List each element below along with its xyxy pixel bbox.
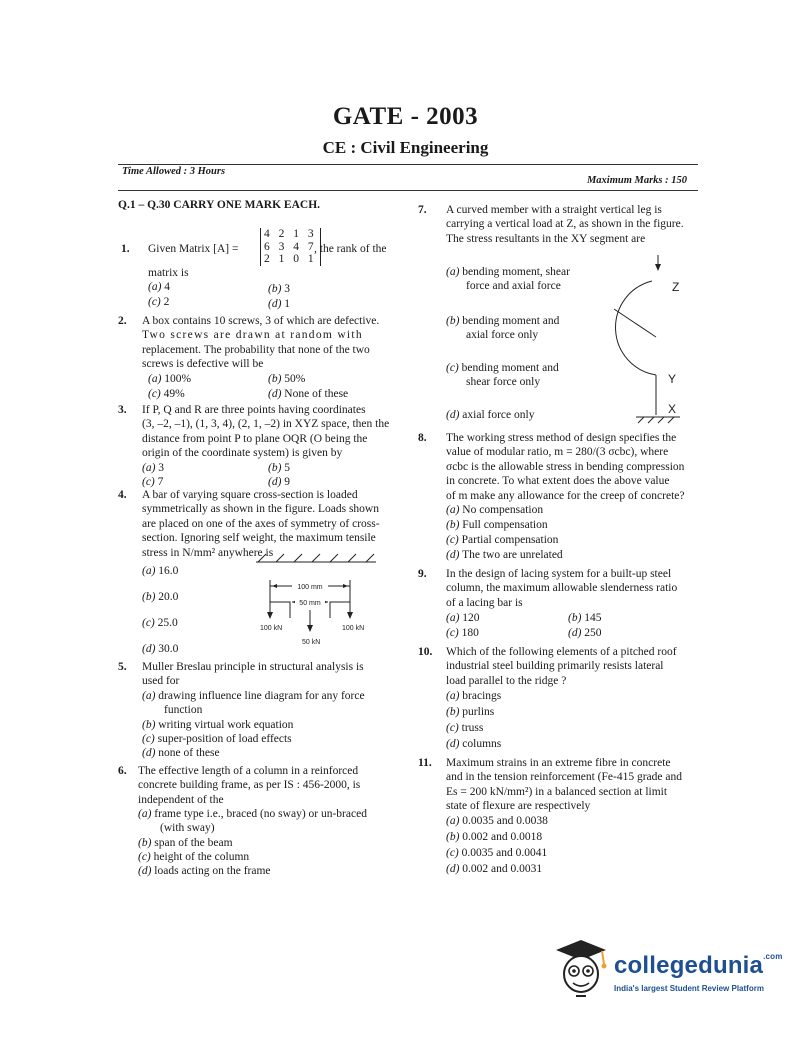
option-b[interactable]: (b) 20.0: [142, 591, 179, 603]
option-b[interactable]: (b) purlins: [446, 706, 495, 718]
q4-bar-figure: [246, 552, 404, 662]
left-column: Q.1 – Q.30 CARRY ONE MARK EACH. 1. Given Matrix [A] = 4 2 1 3 6 3 4 7 2 1 0 1 , the rank of the matrix is (a) 4 (b) 3 (c) 2 (d) 1 2. A box contains 10 screws, 3 of which are defective. Two screws are drawn at random with replacement. The probability that none of the two screws is defective will be (a) 100% (b) 50% (c) 49% (d) None of these 3. If P, Q and R are three points having coordinates (3, –2, –1), (1, 3, 4), (2, 1, –2) in XYZ space, then the distance from point P to plane OQR (O being the origin of the coordinate system) is given by (a) 3 (b) 5 (c) 7 (d) 9 4. A bar of varying square cross-section is loaded symmetrically as shown in the figure. Loads shown are placed on one of the axes of symmetry of cross- section. Ignoring self weight, the maximum tensile stress in N/mm² anywhere is (a) 16.0 (b) 20.0 (c) 25.0 (d) 30.0 100 mm 50 mm 100 kN 100 kN 50 kN 5. Muller Breslau principle in structural analysis is used for (a) drawing influence line diagram for any force function (b) writing virtual work equation (c) super-position of load effects (d) none of these 6. The effective length of a column in a reinforced concrete building frame, as per IS : 456-2000, is independent of the (a) frame type i.e., braced (no sway) or un-braced (with sway) (b) span of the beam (c) height of the column (d) loads acting on the frame: [118, 198, 408, 212]
option-d[interactable]: (d) none of these: [142, 747, 220, 759]
option-a[interactable]: (a) 120: [446, 612, 480, 624]
option-d[interactable]: (d) 250: [568, 627, 602, 639]
logo-domain: .com: [763, 952, 783, 961]
option-b[interactable]: (b) 145: [568, 612, 602, 624]
page-subtitle: CE : Civil Engineering: [322, 138, 489, 157]
option-d[interactable]: (d) The two are unrelated: [446, 549, 563, 561]
option-a[interactable]: (a) 16.0: [142, 565, 179, 577]
option-c[interactable]: (c) 0.0035 and 0.0041: [446, 847, 548, 859]
option-c[interactable]: (c) bending moment and: [446, 362, 559, 374]
maximum-marks: Maximum Marks : 150: [586, 175, 687, 186]
option-c[interactable]: (c) truss: [446, 722, 484, 734]
option-c[interactable]: (c) super-position of load effects: [142, 733, 292, 745]
matrix-row: 4 2 1 3: [264, 228, 317, 240]
option-d[interactable]: (d) 1: [268, 298, 291, 310]
collegedunia-logo[interactable]: [548, 938, 788, 1008]
option-d[interactable]: (d) columns: [446, 738, 502, 750]
dimension-label-inner: 50 mm: [299, 600, 321, 607]
matrix-row: 6 3 4 7: [264, 240, 317, 253]
option-b[interactable]: (b) 0.002 and 0.0018: [446, 831, 543, 843]
label-y: Y: [668, 372, 677, 386]
time-allowed: Time Allowed : 3 Hours: [122, 166, 226, 177]
question-number: 5.: [118, 661, 127, 673]
question-text: Maximum strains in an extreme fibre in concrete and in the tension reinforcement (Fe-415 grade and Es = 200 kN/mm²) in a balanced section at limit state of flexure are respectively: [446, 757, 682, 813]
dimension-label-outer: 100 mm: [297, 584, 323, 591]
matrix-a: [260, 228, 321, 266]
option-a[interactable]: (a) bending moment, shear: [446, 266, 570, 278]
option-b[interactable]: (b) writing virtual work equation: [142, 719, 294, 731]
option-c[interactable]: (c) 25.0: [142, 617, 178, 629]
option-a[interactable]: (a) drawing influence line diagram for any force: [142, 690, 365, 702]
option-b[interactable]: (b) 3: [268, 283, 291, 295]
option-c[interactable]: (c) 7: [142, 476, 164, 488]
question-number: 1.: [121, 243, 130, 255]
question-text: A box contains 10 screws, 3 of which are defective. Two screws are drawn at random with replacement. The probability that none of the two screws is defective will be: [142, 315, 380, 371]
question-text: The working stress method of design specifies the value of modular ratio, m = 280/(3 σcbc), where σcbc is the allowable stress in bending compression in concrete. To what extent does the above value of m make any allowance for the creep of concrete?: [446, 432, 685, 502]
option-d[interactable]: (d) 9: [268, 476, 291, 488]
question-number: 2.: [118, 315, 127, 327]
matrix-row: 2 1 0 1: [264, 253, 317, 265]
option-b[interactable]: (b) span of the beam: [138, 837, 233, 849]
option-a[interactable]: (a) 4: [148, 281, 171, 293]
question-text: Which of the following elements of a pitched roof industrial steel building primarily resists lateral load parallel to the ridge ?: [446, 646, 677, 687]
question-number: 8.: [418, 432, 427, 444]
option-c[interactable]: (c) 2: [148, 296, 170, 308]
question-number: 11.: [418, 757, 432, 769]
question-number: 7.: [418, 204, 427, 216]
option-c[interactable]: (c) Partial compensation: [446, 534, 559, 546]
question-text: Muller Breslau principle in structural analysis is used for: [142, 661, 364, 688]
question-number: 3.: [118, 404, 127, 416]
question-text: Given Matrix [A] =: [148, 243, 239, 255]
option-c[interactable]: (c) height of the column: [138, 851, 250, 863]
option-c[interactable]: (c) 180: [446, 627, 479, 639]
option-a[interactable]: (a) 0.0035 and 0.0038: [446, 815, 548, 827]
option-b[interactable]: (b) 5: [268, 462, 291, 474]
option-d[interactable]: (d) 0.002 and 0.0031: [446, 863, 543, 875]
option-b[interactable]: (b) bending moment and: [446, 315, 560, 327]
load-label-right: 100 kN: [342, 625, 365, 632]
option-a[interactable]: (a) frame type i.e., braced (no sway) or un-braced: [138, 808, 367, 820]
option-a[interactable]: (a) bracings: [446, 690, 502, 702]
option-d[interactable]: (d) 30.0: [142, 643, 179, 655]
option-d[interactable]: (d) loads acting on the frame: [138, 865, 271, 877]
question-text: In the design of lacing system for a built-up steel column, the maximum allowable slenderness ratio of a lacing bar is: [446, 568, 678, 609]
option-a[interactable]: (a) No compensation: [446, 504, 544, 516]
load-label-middle: 50 kN: [302, 639, 321, 646]
option-b[interactable]: (b) 50%: [268, 373, 306, 385]
option-b[interactable]: (b) Full compensation: [446, 519, 548, 531]
option-a[interactable]: (a) 100%: [148, 373, 192, 385]
header-rule-top: [118, 164, 698, 165]
question-number: 6.: [118, 765, 127, 777]
option-c[interactable]: (c) 49%: [148, 388, 185, 400]
question-number: 4.: [118, 489, 127, 501]
label-z: Z: [672, 280, 680, 294]
page-title: GATE - 2003: [332, 103, 479, 130]
question-text: A curved member with a straight vertical leg is carrying a vertical load at Z, as shown in the figure. The stress resultants in the XY segment are: [446, 204, 684, 245]
question-text: The effective length of a column in a reinforced concrete building frame, as per IS : 456-2000, is independent of the: [138, 765, 361, 806]
header-rule-bottom: [118, 190, 698, 191]
load-label-left: 100 kN: [260, 625, 283, 632]
label-x: X: [668, 402, 677, 416]
curved-member: [616, 281, 656, 375]
option-d[interactable]: (d) axial force only: [446, 409, 535, 421]
option-d[interactable]: (d) None of these: [268, 388, 349, 400]
question-text: If P, Q and R are three points having coordinates (3, –2, –1), (1, 3, 4), (2, 1, –2) in XYZ space, then the distance from point P to plane OQR (O being the origin of the coordinate system) is given by: [142, 404, 390, 460]
logo-tagline: India's largest Student Review Platform: [614, 984, 764, 993]
section-heading: Q.1 – Q.30 CARRY ONE MARK EACH.: [118, 199, 321, 211]
q7-curved-member-figure: [606, 255, 698, 427]
mascot-icon: [552, 938, 610, 1004]
question-number: 10.: [418, 646, 433, 658]
question-number: 9.: [418, 568, 427, 580]
question-text: A bar of varying square cross-section is loaded symmetrically as shown in the figure. Loads shown are placed on one of the axes of symmetry of cross- section. Ignoring self weight, the maximum tensile stress in N/mm² anywhere is: [142, 489, 380, 559]
option-a[interactable]: (a) 3: [142, 462, 165, 474]
logo-wordmark: collegedunia: [614, 952, 764, 979]
